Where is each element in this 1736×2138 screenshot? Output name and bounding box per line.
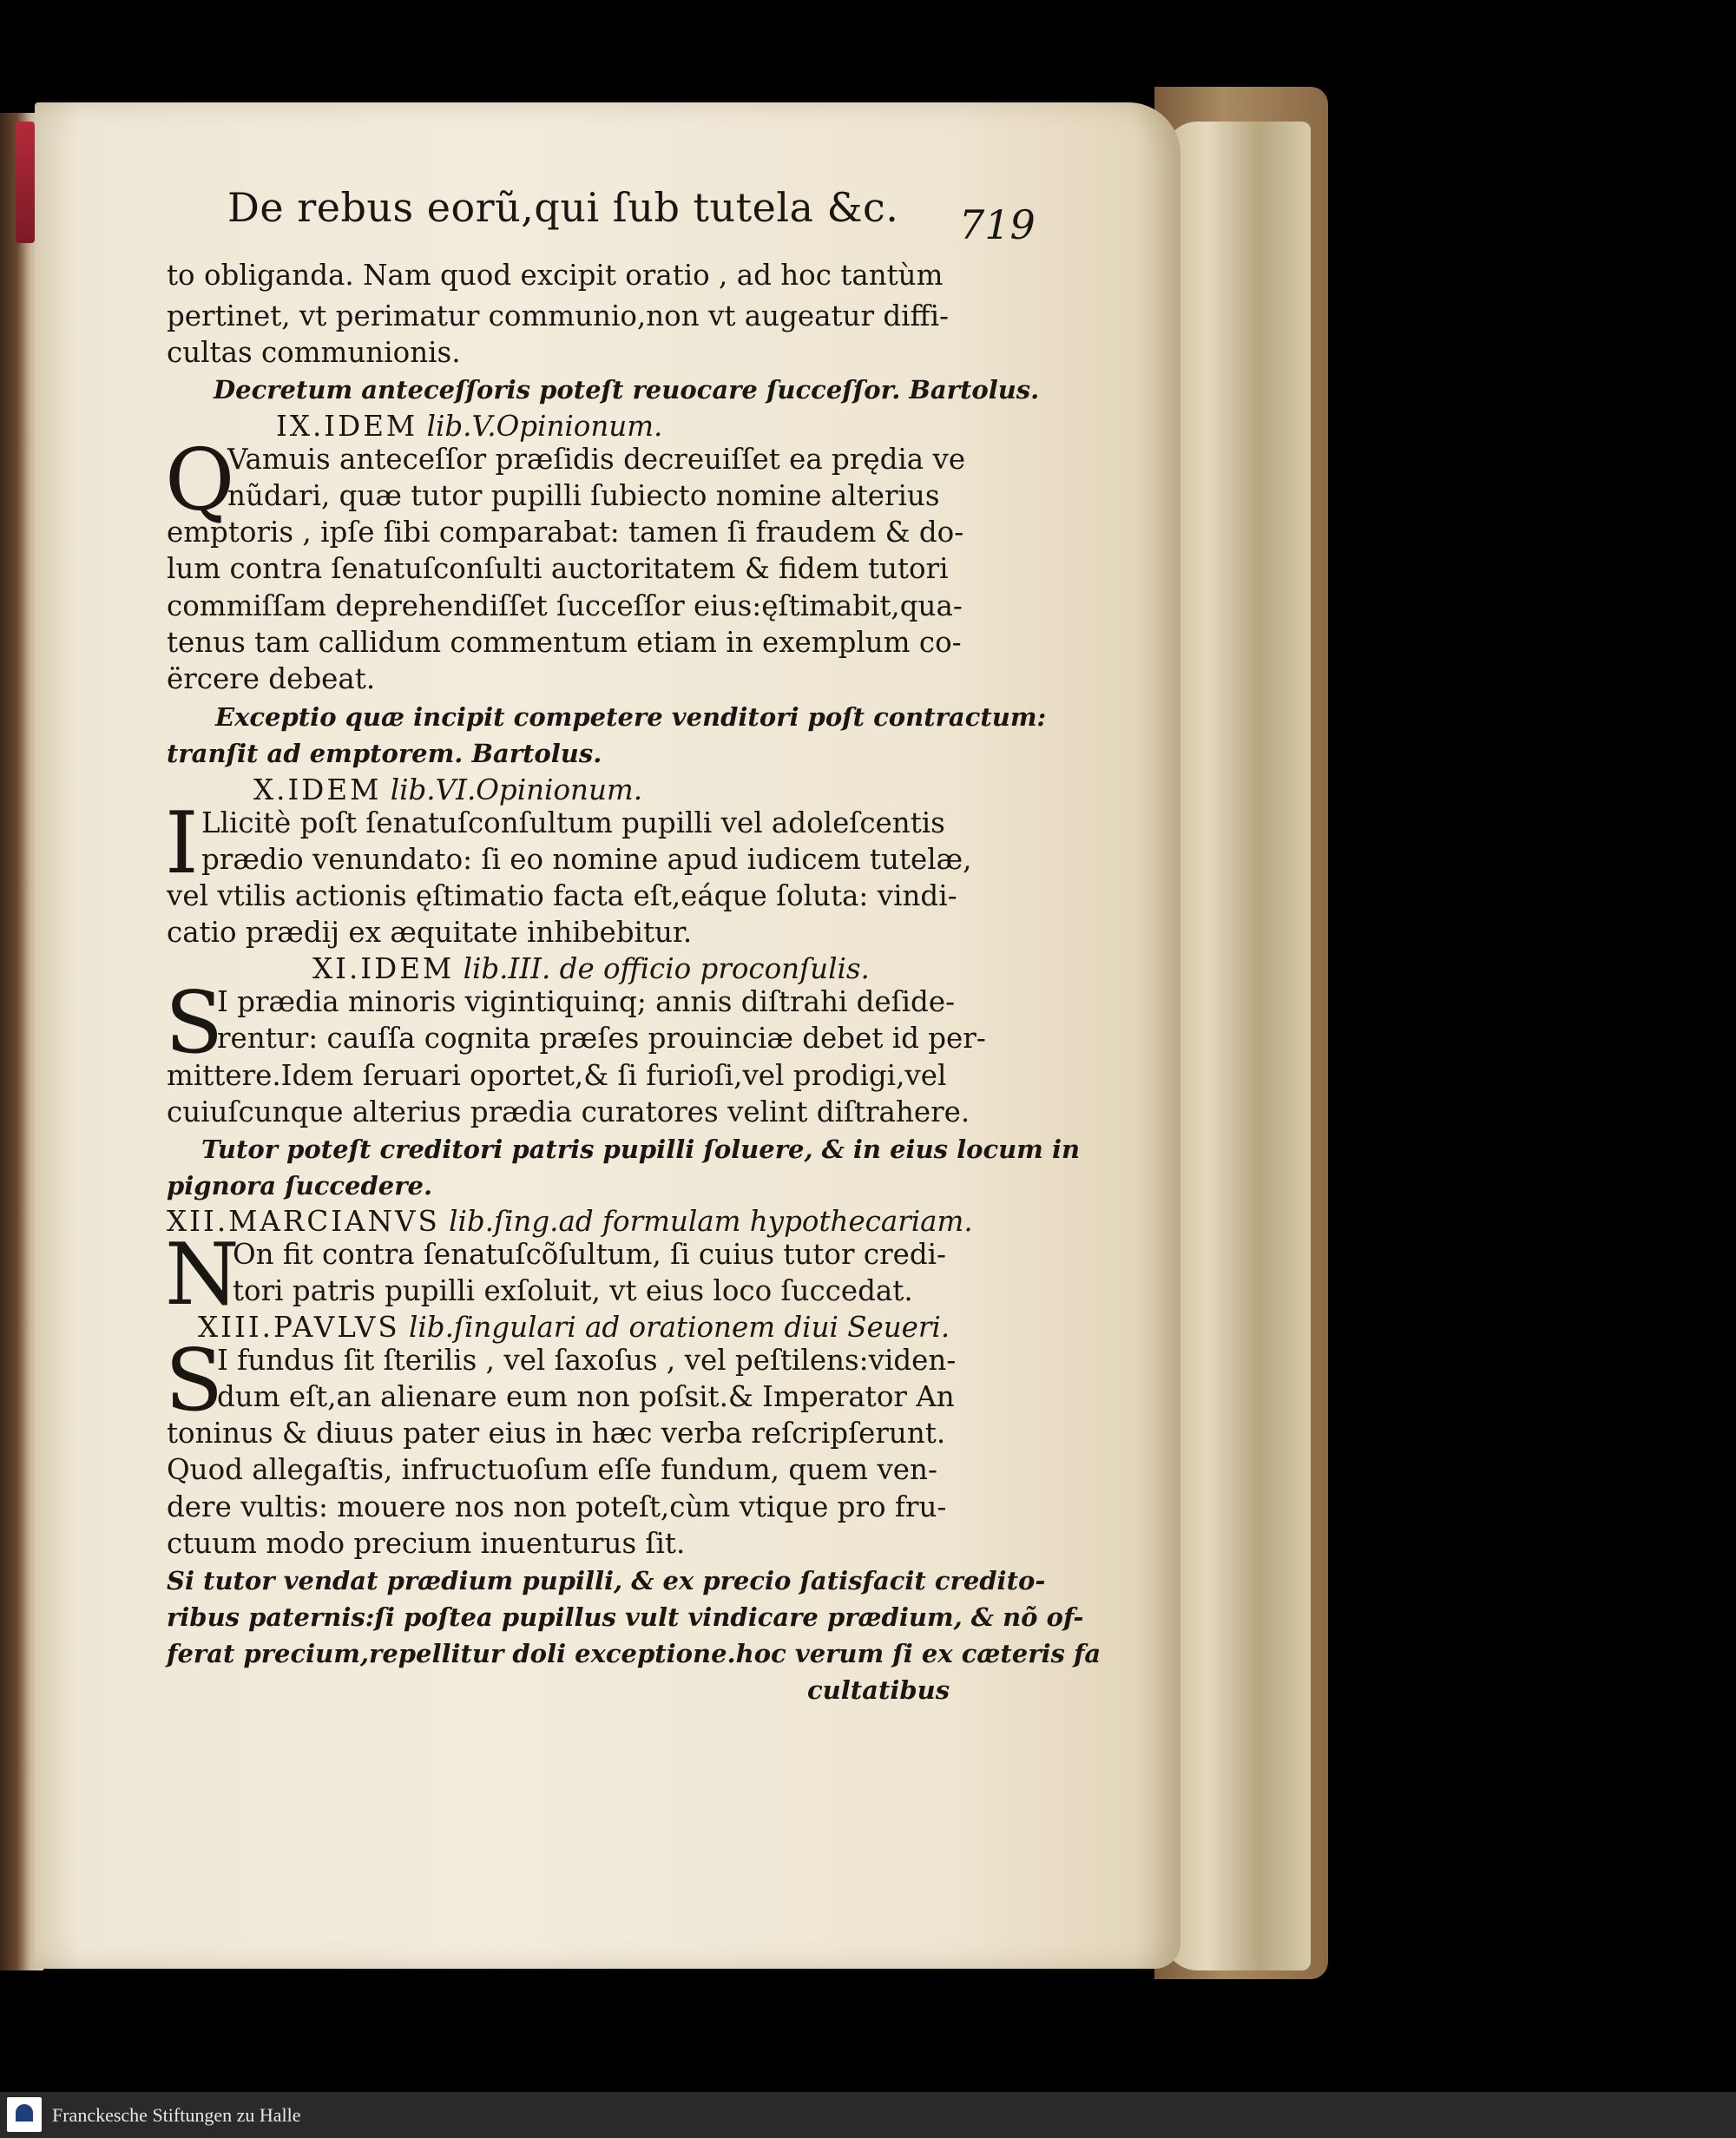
text-line: rentur: cauſſa cognita præſes prouinciæ debet id per- [217, 1022, 986, 1055]
text-line: Vamuis anteceſſor præſidis decreuiſſet ea prędia ve [227, 443, 966, 476]
text-line: catio prædij ex æquitate inhibebitur. [167, 916, 693, 949]
drop-cap: I [165, 794, 199, 893]
summary-line: Exceptio quæ incipit competere venditori poſt contractum: [215, 702, 1047, 732]
text-line: nũdari, quæ tutor pupilli ſubiecto nomine alterius [227, 479, 940, 512]
text-line: On fit contra ſenatuſcõſultum, ſi cuius tutor credi- [233, 1238, 947, 1271]
summary-line: Decretum anteceſſoris poteſt reuocare ſucceſſor. Bartolus. [214, 375, 1040, 405]
section-heading [276, 408, 1049, 444]
heading-source: lib.III. de officio proconſulis. [463, 952, 870, 985]
drop-cap: N [165, 1226, 240, 1325]
heading-author: X.IDEM [253, 773, 382, 806]
heading-author: XII.MARCIANVS [167, 1205, 440, 1238]
heading-author: XIII.PAVLVS [198, 1311, 400, 1344]
heading-source: lib.ſingulari ad orationem diui Seueri. [409, 1311, 950, 1344]
section-heading [167, 1203, 973, 1240]
summary-line: ribus paternis:ſi poſtea pupillus vult vindicare prædium, & nõ of- [167, 1602, 1084, 1632]
institution-label: Franckesche Stiftungen zu Halle [52, 2104, 301, 2126]
text-line: lum contra ſenatuſconſulti auctoritatem & fidem tutori [167, 552, 949, 585]
drop-cap: S [165, 1332, 224, 1431]
text-line: dere vultis: mouere nos non poteſt,cùm vtique pro fru- [167, 1490, 947, 1523]
summary-line: tranſit ad emptorem. Bartolus. [167, 739, 602, 768]
text-line: cuiuſcunque alterius prædia curatores velint diſtrahere. [167, 1095, 970, 1128]
page-number: 719 [959, 201, 1036, 248]
text-line: tenus tam callidum commentum etiam in exemplum co- [167, 626, 962, 659]
text-line: mittere.Idem ſeruari oportet,& ſi furioſi,vel prodigi,vel [167, 1059, 947, 1092]
text-line: pertinet, vt perimatur communio,non vt augeatur diffi- [167, 299, 950, 332]
text-line: Llicitè poſt ſenatuſconſultum pupilli vel adoleſcentis [201, 806, 945, 839]
text-line: I prædia minoris vigintiquinq; annis diſtrahi deſide- [217, 985, 956, 1018]
drop-cap: S [165, 974, 224, 1073]
drop-cap: Q [165, 431, 235, 530]
text-line: Quod allegaſtis, infructuoſum eſſe fundum, quem ven- [167, 1453, 937, 1486]
text-line: commiſſam deprehendiſſet ſucceſſor eius:ęſtimabit,qua- [167, 589, 963, 622]
text-line: tori patris pupilli exſoluit, vt eius loco ſuccedat. [233, 1274, 913, 1307]
heading-author: IX.IDEM [276, 410, 418, 443]
catchword: cultatibus [807, 1675, 950, 1705]
text-line: prædio venundato: ſi eo nomine apud iudicem tutelæ, [201, 843, 972, 876]
summary-line: Si tutor vendat prædium pupilli, & ex precio ſatisfacit credito- [167, 1566, 1046, 1595]
heading-author: XI.IDEM [312, 952, 455, 985]
red-ribbon [16, 122, 35, 243]
summary-line: Tutor poteſt creditori patris pupilli ſoluere, & in eius locum in [201, 1135, 1081, 1164]
heading-source: lib.V.Opinionum. [426, 410, 663, 443]
text-line: emptoris , ipſe ſibi comparabat: tamen ſi fraudem & do- [167, 516, 964, 549]
heading-source: lib.ſing.ad formulam hypothecariam. [449, 1205, 973, 1238]
text-line: to obliganda. Nam quod excipit oratio , ad hoc tantùm [167, 259, 944, 292]
section-heading [198, 1309, 970, 1345]
section-heading [253, 772, 1026, 808]
text-line: toninus & diuus pater eius in hæc verba reſcripſerunt. [167, 1417, 946, 1450]
running-head: De rebus eorũ,qui ſub tutela &c. [227, 184, 899, 231]
text-line: dum eſt,an alienare eum non poſsit.& Imperator An [217, 1380, 955, 1413]
text-line: cultas communionis. [167, 336, 461, 369]
summary-line: ferat precium,repellitur doli exceptione.hoc verum ſi ex cæteris fa [167, 1639, 1101, 1668]
text-line: vel vtilis actionis ęſtimatio facta eſt,eáque ſoluta: vindi- [167, 879, 957, 912]
text-line: I fundus ſit ſterilis , vel ſaxoſus , vel peſtilens:viden- [217, 1344, 957, 1377]
section-heading [312, 951, 1085, 987]
heading-source: lib.VI.Opinionum. [390, 773, 643, 806]
text-line: ërcere debeat. [167, 662, 376, 695]
text-line: ctuum modo precium inuenturus ſit. [167, 1527, 686, 1560]
footer-bar [0, 2092, 1736, 2138]
summary-line: pignora ſuccedere. [167, 1171, 433, 1201]
institution-logo-icon [7, 2097, 42, 2132]
